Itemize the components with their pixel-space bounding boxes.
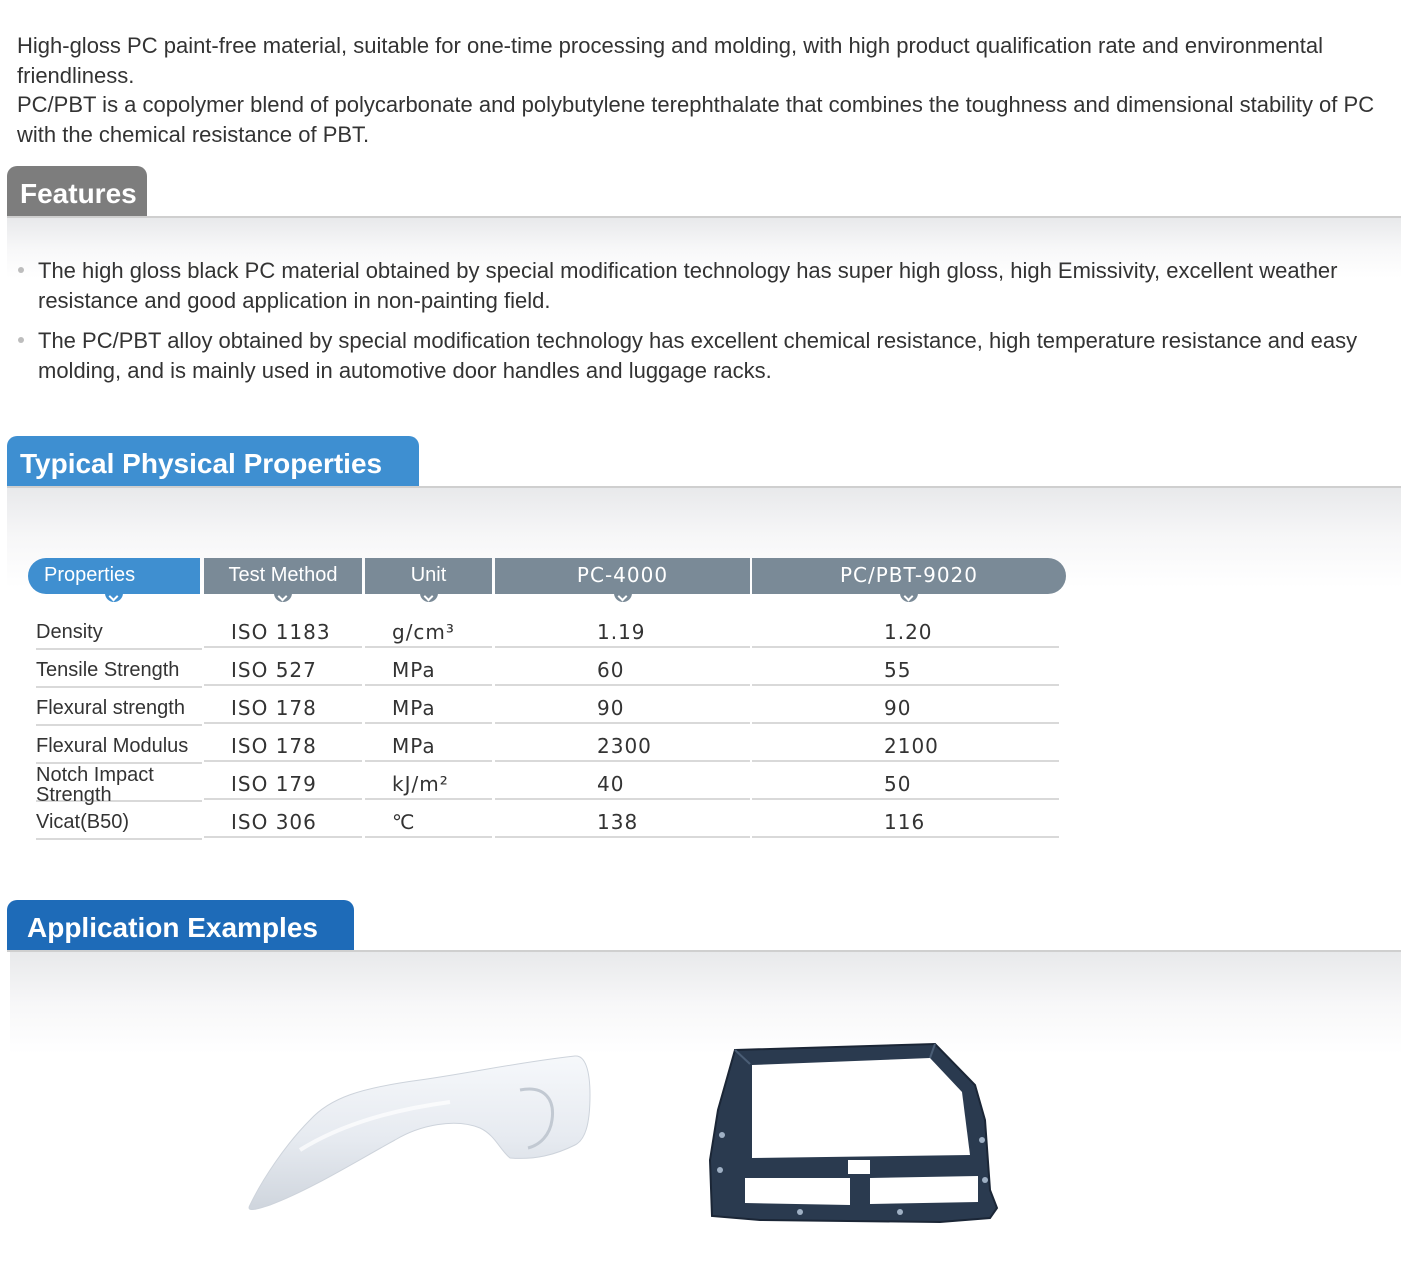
- features-item: The PC/PBT alloy obtained by special modification technology has excellent chemical resistance, high temperature resistance and easy molding, and is mainly used in automotive door handles and luggage racks.: [18, 326, 1388, 386]
- table-row: [28, 764, 1060, 806]
- cell-pc-4000: 40: [495, 764, 750, 800]
- cell-pc-pbt-9020: 55: [752, 650, 1059, 686]
- properties-table: [28, 558, 1068, 834]
- header-pc-4000: PC-4000: [495, 558, 750, 594]
- table-row: [28, 726, 1060, 764]
- header-test-method: Test Method: [204, 558, 362, 594]
- cell-pc-4000: 1.19: [495, 612, 750, 648]
- table-row: [28, 802, 1060, 840]
- radiator-frame-image: [710, 1044, 997, 1222]
- cell-pc-pbt-9020: 2100: [752, 726, 1059, 762]
- table-row: [28, 612, 1060, 650]
- bullet-icon: [18, 267, 24, 273]
- chevron-down-icon: [900, 592, 918, 602]
- cell-pc-4000: 2300: [495, 726, 750, 762]
- intro-line-2: PC/PBT is a copolymer blend of polycarbonate and polybutylene terephthalate that combines the toughness and dimensional stability of PC with the chemical resistance of PBT.: [17, 92, 1375, 147]
- cell-unit: MPa: [365, 650, 492, 686]
- cell-test-method: ISO 178: [204, 726, 362, 762]
- table-header: [28, 558, 1068, 594]
- applications-header: [7, 900, 1401, 952]
- cell-property: Density: [36, 612, 202, 650]
- cell-unit: g/cm³: [365, 612, 492, 648]
- properties-header: [7, 436, 1401, 488]
- cell-property: Notch Impact Strength: [36, 764, 202, 802]
- door-handle-image: [249, 1056, 590, 1210]
- cell-pc-pbt-9020: 50: [752, 764, 1059, 800]
- cell-unit: MPa: [365, 726, 492, 762]
- cell-pc-4000: 138: [495, 802, 750, 838]
- cell-pc-4000: 60: [495, 650, 750, 686]
- cell-pc-pbt-9020: 90: [752, 688, 1059, 724]
- chevron-down-icon: [614, 592, 632, 602]
- cell-unit: ℃: [365, 802, 492, 838]
- properties-title: Typical Physical Properties: [7, 436, 419, 488]
- cell-property: Flexural Modulus: [36, 726, 202, 764]
- applications-fade: [10, 952, 1401, 1054]
- chevron-down-icon: [105, 592, 123, 602]
- cell-property: Vicat(B50): [36, 802, 202, 840]
- intro-text: [17, 31, 1387, 149]
- cell-unit: MPa: [365, 688, 492, 724]
- features-list: [18, 256, 1388, 396]
- header-pc-pbt-9020: PC/PBT-9020: [752, 558, 1066, 594]
- cell-test-method: ISO 527: [204, 650, 362, 686]
- bullet-icon: [18, 337, 24, 343]
- cell-pc-pbt-9020: 116: [752, 802, 1059, 838]
- cell-test-method: ISO 178: [204, 688, 362, 724]
- cell-property: Flexural strength: [36, 688, 202, 726]
- cell-test-method: ISO 179: [204, 764, 362, 800]
- chevron-down-icon: [274, 592, 292, 602]
- table-row: [28, 650, 1060, 688]
- header-unit: Unit: [365, 558, 492, 594]
- cell-test-method: ISO 306: [204, 802, 362, 838]
- cell-test-method: ISO 1183: [204, 612, 362, 648]
- features-item: The high gloss black PC material obtained by special modification technology has super high gloss, high Emissivity, excellent weather resistance and good application in non-painting field.: [18, 256, 1388, 316]
- table-row: [28, 688, 1060, 726]
- features-title: Features: [7, 166, 147, 218]
- cell-property: Tensile Strength: [36, 650, 202, 688]
- cell-pc-4000: 90: [495, 688, 750, 724]
- applications-title: Application Examples: [7, 900, 354, 952]
- cell-pc-pbt-9020: 1.20: [752, 612, 1059, 648]
- chevron-down-icon: [420, 592, 438, 602]
- intro-line-1: High-gloss PC paint-free material, suitable for one-time processing and molding, with high product qualification rate and environmental friendliness.: [17, 33, 1324, 88]
- header-properties: Properties: [28, 558, 200, 594]
- features-header: [7, 166, 1401, 218]
- cell-unit: kJ/m²: [365, 764, 492, 800]
- application-images: [0, 1040, 1401, 1270]
